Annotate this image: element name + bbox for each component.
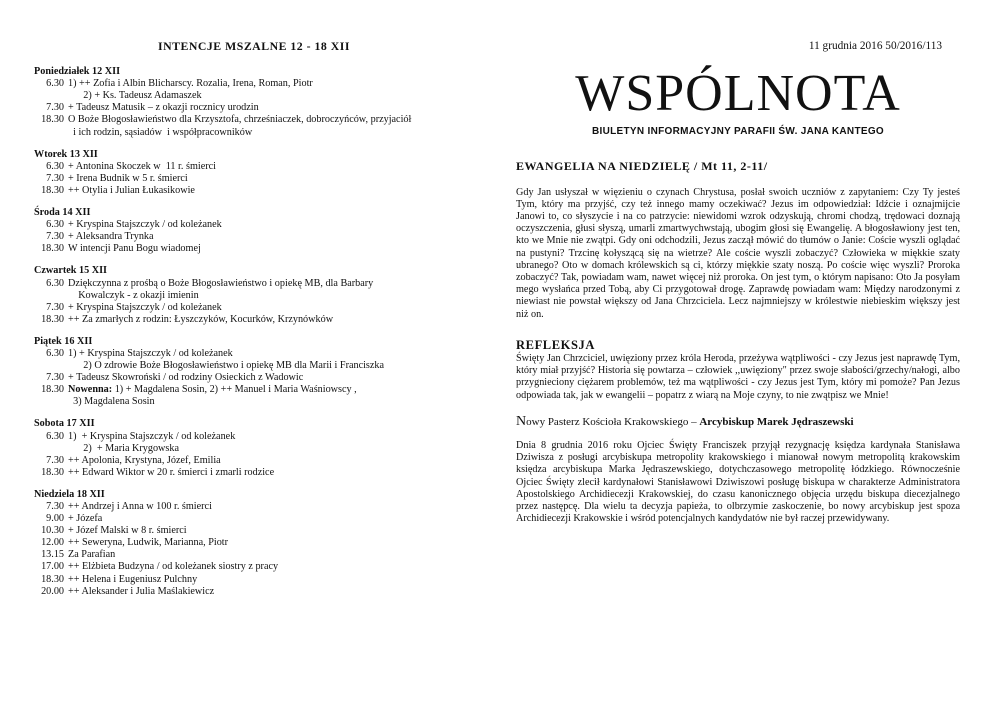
day-block: [34, 149, 474, 197]
mass-time: [34, 396, 68, 408]
mass-time: [34, 127, 68, 139]
intention-row: [34, 219, 474, 231]
intention-text: + Józef Malski w 8 r. śmierci: [68, 525, 187, 537]
news-text: Dnia 8 grudnia 2016 roku Ojciec Święty Franciszek przyjął rezygnację księdza kardynała Stanisława Dziwisza z posługi arcybiskupa metropolity krakowskiego i mianował nowym metropolitą krakowskim księdza arcybiskupa Marka Jędraszewskiego, dotychczasowego metropolitę łódzkiego. Równocześnie Ojciec Święty zlecił kardynałowi Stanisławowi Dziwiszowi posługę biskupa w charakterze Administratora Apostolskiego Archidiecezji Krakowskiej, do czasu kanonicznego objęcia urzędu biskupa diecezjalnego przez następcę. Dla wielu ta decyzja papieża, to olbrzymie zaskoczenie, bo nowy arcybiskup jest spoza Archidiecezji Krakowskie i wśród potencjalnych kandydatów nie był raczej przewidywany.: [516, 440, 960, 525]
intention-text: ++ Seweryna, Ludwik, Marianna, Piotr: [68, 537, 229, 549]
mass-time: 10.30: [41, 525, 64, 537]
intention-row: [34, 537, 474, 549]
mass-time: 18.30: [41, 466, 64, 478]
day-block: [34, 418, 474, 478]
intention-text: Kowalczyk - z okazji imienin: [68, 289, 199, 301]
day-block: [34, 489, 474, 598]
news-title-initial: N: [516, 413, 527, 429]
intention-row: [34, 278, 474, 290]
intention-row: [34, 90, 474, 102]
mass-time: 7.30: [46, 501, 64, 512]
day-name: Środa 14 XII: [34, 207, 91, 219]
news-title-name: Arcybiskup Marek Jędraszewski: [699, 415, 854, 428]
mass-time: 6.30: [46, 78, 64, 90]
intention-row: [34, 501, 474, 513]
day-name: Wtorek 13 XII: [34, 148, 98, 160]
day-block: [34, 336, 474, 409]
intentions-title: INTENCJE MSZALNE 12 - 18 XII: [158, 39, 350, 53]
mass-time: 6.30: [46, 277, 64, 289]
mass-time: 7.30: [46, 372, 64, 384]
intention-text: 2) + Maria Krygowska: [68, 442, 179, 454]
intention-row: [34, 561, 474, 573]
day-name: Czwartek 15 XII: [34, 265, 107, 277]
news-title-text: owy Pasterz Kościoła Krakowskiego –: [526, 415, 700, 428]
intention-row: [34, 78, 474, 90]
intention-text: ++ Za zmarłych z rodzin: Łyszczyków, Kocurków, Krzynówków: [68, 313, 334, 325]
intention-text: + Józefa: [68, 513, 103, 525]
day-name: Niedziela 18 XII: [34, 488, 105, 500]
intention-text: ++ Helena i Eugeniusz Pulchny: [68, 573, 198, 585]
mass-time: 6.30: [46, 219, 64, 231]
intention-row: [34, 525, 474, 537]
intention-row: [34, 574, 474, 586]
intention-text: i ich rodzin, sąsiadów i współpracowników: [68, 126, 253, 138]
intention-row: [34, 360, 474, 372]
intention-row: [34, 102, 474, 114]
intention-text: Za Parafian: [68, 549, 116, 561]
intention-row: [34, 372, 474, 384]
intention-row: [34, 396, 474, 408]
intention-text: + Kryspina Stajszczyk / od koleżanek: [68, 219, 222, 231]
intention-row: [34, 173, 474, 185]
intention-row: [34, 348, 474, 360]
mass-time: 9.00: [46, 513, 64, 525]
intention-row: [34, 384, 474, 396]
intention-row: [34, 431, 474, 443]
mass-time: 18.30: [41, 384, 64, 396]
bulletin-column: [516, 40, 960, 525]
mass-time: 18.30: [41, 243, 64, 255]
mass-time: 6.30: [46, 430, 64, 442]
gospel-title: EWANGELIA NA NIEDZIELĘ / Mt 11, 2-11/: [516, 159, 768, 174]
intention-text: 2) O zdrowie Boże Błogosławieństwo i opiekę MB dla Marii i Franciszka: [68, 360, 385, 372]
day-block: [34, 207, 474, 255]
intention-text: W intencji Panu Bogu wiadomej: [68, 243, 201, 255]
intention-text: 1) + Kryspina Stajszczyk / od koleżanek: [68, 430, 236, 442]
intention-text: + Kryspina Stajszczyk / od koleżanek: [68, 301, 222, 313]
mass-time: [34, 443, 68, 455]
issue-date: 11 grudnia 2016 50/2016/113: [808, 40, 942, 52]
intention-row: [34, 513, 474, 525]
mass-time: 7.30: [46, 102, 64, 114]
mass-intentions-column: [34, 40, 474, 608]
masthead-subtitle: BIULETYN INFORMACYJNY PARAFII ŚW. JANA KANTEGO: [592, 126, 884, 138]
day-block: [34, 265, 474, 325]
intention-row: [34, 231, 474, 243]
mass-time: 13.15: [41, 549, 64, 561]
mass-time: 7.30: [46, 231, 64, 243]
reflection-title: REFLEKSJA: [516, 337, 596, 352]
intention-row: [34, 549, 474, 561]
mass-time: 6.30: [46, 347, 64, 359]
day-name: Poniedziałek 12 XII: [34, 66, 121, 78]
intention-text: 1) ++ Zofia i Albin Blicharscy. Rozalia, Irena, Roman, Piotr: [68, 78, 313, 90]
mass-time: 18.30: [41, 184, 64, 196]
intention-text: + Tadeusz Skowroński / od rodziny Osieckich z Wadowic: [68, 372, 304, 384]
intention-text: ++ Andrzej i Anna w 100 r. śmierci: [68, 501, 212, 512]
intention-text: ++ Apolonia, Krystyna, Józef, Emilia: [68, 454, 221, 466]
intention-text: 1) + Kryspina Stajszczyk / od koleżanek: [68, 347, 233, 359]
intention-row: [34, 302, 474, 314]
intention-text: ++ Elżbieta Budzyna / od koleżanek siostry z pracy: [68, 561, 279, 573]
intention-row: [34, 586, 474, 598]
news-title: [516, 413, 960, 429]
mass-time: 12.00: [41, 537, 64, 549]
mass-time: 18.30: [41, 313, 64, 325]
gospel-text: Gdy Jan usłyszał w więzieniu o czynach Chrystusa, posłał swoich uczniów z zapytaniem: Czy Ty jesteś Tym, który ma przyjść, czy też innego mamy oczekiwać? Jezus im odpowiedział: Idźcie i oznajmijcie Janowi to, co słyszycie i na co patrzycie: niewidomi wzrok odzyskują, chromi chodzą, trędowaci doznają oczyszczenia, głusi słyszą, umarli zmartwychwstają, ubogim głosi się Ewangelię. A błogosławiony jest ten, kto we Mnie nie zwątpi. Gdy oni odchodzili, Jezus zaczął mówić do tłumów o Janie: Coście wyszli oglądać na pustyni? Trzcinę kołyszącą się na wietrze? Ale coście wyszli zobaczyć? Człowieka w miękkie szaty ubranego? Oto w domach królewskich są ci, którzy miękkie szaty noszą. Po coście więc wyszli? Proroka zobaczyć? Tak, powiadam wam, nawet więcej niż proroka. On jest tym, o którym napisano: Oto Ja posyłam mego wysłańca przed Tobą, aby Ci przygotował drogę. Zaprawdę powiadam wam: Między narodzonymi z niewiast nie powstał większy od Jana Chrzciciela. Lecz najmniejszy w królestwie niebieskim większy jest niż on.: [516, 186, 960, 320]
mass-time: 20.00: [41, 585, 64, 597]
intention-text: ++ Edward Wiktor w 20 r. śmierci i zmarli rodzice: [68, 466, 275, 478]
intention-text: + Tadeusz Matusik – z okazji rocznicy urodzin: [68, 102, 259, 114]
mass-time: 18.30: [41, 573, 64, 585]
mass-time: 6.30: [46, 160, 64, 172]
intention-text: Nowenna: 1) + Magdalena Sosin, 2) ++ Manuel i Maria Waśniowscy ,: [68, 384, 357, 396]
mass-time: 7.30: [46, 301, 64, 313]
masthead-title: WSPÓLNOTA: [575, 65, 901, 123]
mass-time: [34, 290, 68, 302]
mass-time: [34, 360, 68, 372]
intention-row: [34, 290, 474, 302]
mass-time: [34, 90, 68, 102]
reflection-text: Święty Jan Chrzciciel, uwięziony przez króla Heroda, przeżywa wątpliwości - czy Jezus jest naprawdę Tym, który miał przyjść? Historia się powtarza – człowiek ,,uwięziony" przez swoje słabości/grzechy/nałogi, albo przygnieciony ciężarem problemów, też ma wątpliwości - czy Jezus jest Tym, który mi pomoże? Pan Jezus odpowiada tak, jak w ewangelii – popatrz z wiarą na Moje czyny, to nie zwątpisz we Mnie!: [516, 353, 960, 401]
intention-row: [34, 114, 474, 126]
intention-row: [34, 161, 474, 173]
day-block: [34, 66, 474, 139]
mass-time: 18.30: [41, 114, 64, 126]
mass-time: 7.30: [46, 454, 64, 466]
intention-text: + Aleksandra Trynka: [68, 231, 154, 243]
mass-time: 17.00: [41, 561, 64, 573]
intention-row: [34, 185, 474, 197]
intention-text: O Boże Błogosławieństwo dla Krzysztofa, chrześniaczek, dobroczyńców, przyjaciół: [68, 114, 412, 126]
mass-time: 7.30: [46, 172, 64, 184]
intention-row: [34, 443, 474, 455]
intention-text: ++ Otylia i Julian Łukasikowie: [68, 184, 195, 196]
intention-text: + Antonina Skoczek w 11 r. śmierci: [68, 160, 216, 172]
day-name: Sobota 17 XII: [34, 418, 95, 430]
day-name: Piątek 16 XII: [34, 335, 93, 347]
intention-text: Dziękczynna z prośbą o Boże Błogosławieństwo i opiekę MB, dla Barbary: [68, 277, 374, 289]
intention-text: 3) Magdalena Sosin: [68, 396, 155, 408]
days-list: [34, 66, 474, 598]
intention-text: 2) + Ks. Tadeusz Adamaszek: [68, 90, 202, 102]
intention-row: [34, 127, 474, 139]
intention-row: [34, 455, 474, 467]
intention-text: + Irena Budnik w 5 r. śmierci: [68, 172, 188, 184]
intention-row: [34, 467, 474, 479]
intention-row: [34, 314, 474, 326]
intention-row: [34, 243, 474, 255]
intention-text: ++ Aleksander i Julia Maślakiewicz: [68, 585, 215, 597]
